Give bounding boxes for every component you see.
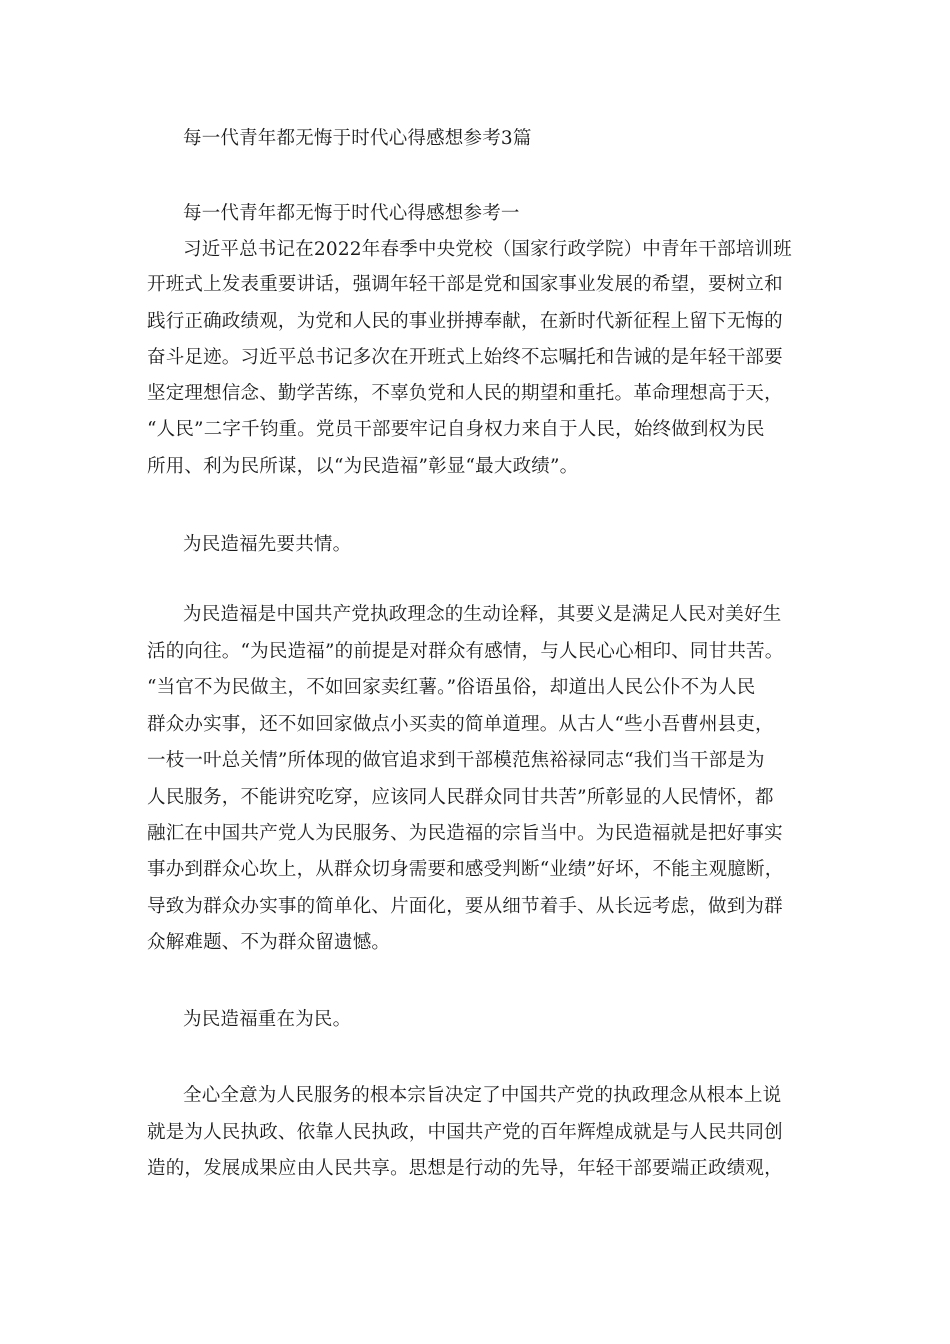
paragraph-line: 践行正确政绩观，为党和人民的事业拼搏奉献，在新时代新征程上留下无悔的 bbox=[147, 311, 783, 332]
paragraph-line: 活的向往。“为民造福”的前提是对群众有感情，与人民心心相印、同甘共苦。 bbox=[147, 641, 784, 662]
subheading: 为民造福重在为民。 bbox=[183, 1009, 352, 1030]
paragraph-line: 坚定理想信念、勤学苦练，不辜负党和人民的期望和重托。革命理想高于天， bbox=[147, 383, 783, 404]
paragraph-line: 全心全意为人民服务的根本宗旨决定了中国共产党的执政理念从根本上说 bbox=[183, 1085, 782, 1106]
section-heading: 每一代青年都无悔于时代心得感想参考一 bbox=[183, 203, 520, 224]
paragraph-line: 奋斗足迹。习近平总书记多次在开班式上始终不忘嘱托和告诫的是年轻干部要 bbox=[147, 347, 783, 368]
document-title: 每一代青年都无悔于时代心得感想参考3篇 bbox=[183, 128, 532, 149]
paragraph-line: 导致为群众办实事的简单化、片面化，要从细节着手、从长远考虑，做到为群 bbox=[147, 896, 783, 917]
paragraph-line: 众解难题、不为群众留遗憾。 bbox=[147, 932, 391, 953]
paragraph-line: 融汇在中国共产党人为民服务、为民造福的宗旨当中。为民造福就是把好事实 bbox=[147, 823, 783, 844]
paragraph-line: 习近平总书记在2022年春季中央党校（国家行政学院）中青年干部培训班 bbox=[183, 239, 792, 260]
paragraph-line: 为民造福是中国共产党执政理念的生动诠释，其要义是满足人民对美好生 bbox=[183, 604, 782, 625]
paragraph-line: “当官不为民做主，不如回家卖红薯。”俗语虽俗，却道出人民公仆不为人民 bbox=[147, 677, 756, 698]
paragraph-line: 人民服务，不能讲究吃穿，应该同人民群众同甘共苦”所彰显的人民情怀，都 bbox=[147, 787, 774, 808]
paragraph-line: 所用、利为民所谋，以“为民造福”彰显“最大政绩”。 bbox=[147, 456, 579, 477]
paragraph-line: 事办到群众心坎上，从群众切身需要和感受判断“业绩”好坏，不能主观臆断， bbox=[147, 859, 784, 880]
subheading: 为民造福先要共情。 bbox=[183, 534, 352, 555]
paragraph-line: 就是为人民执政、依靠人民执政，中国共产党的百年辉煌成就是与人民共同创 bbox=[147, 1122, 783, 1143]
paragraph-line: 群众办实事，还不如回家做点小买卖的简单道理。从古人“些小吾曹州县吏， bbox=[147, 714, 774, 735]
paragraph-line: “人民”二字千钧重。党员干部要牢记自身权力来自于人民，始终做到权为民 bbox=[147, 419, 765, 440]
paragraph-line: 一枝一叶总关情”所体现的做官追求到干部模范焦裕禄同志“我们当干部是为 bbox=[147, 750, 765, 771]
paragraph-line: 开班式上发表重要讲话，强调年轻干部是党和国家事业发展的希望，要树立和 bbox=[147, 274, 783, 295]
paragraph-line: 造的，发展成果应由人民共享。思想是行动的先导，年轻干部要端正政绩观， bbox=[147, 1158, 783, 1179]
